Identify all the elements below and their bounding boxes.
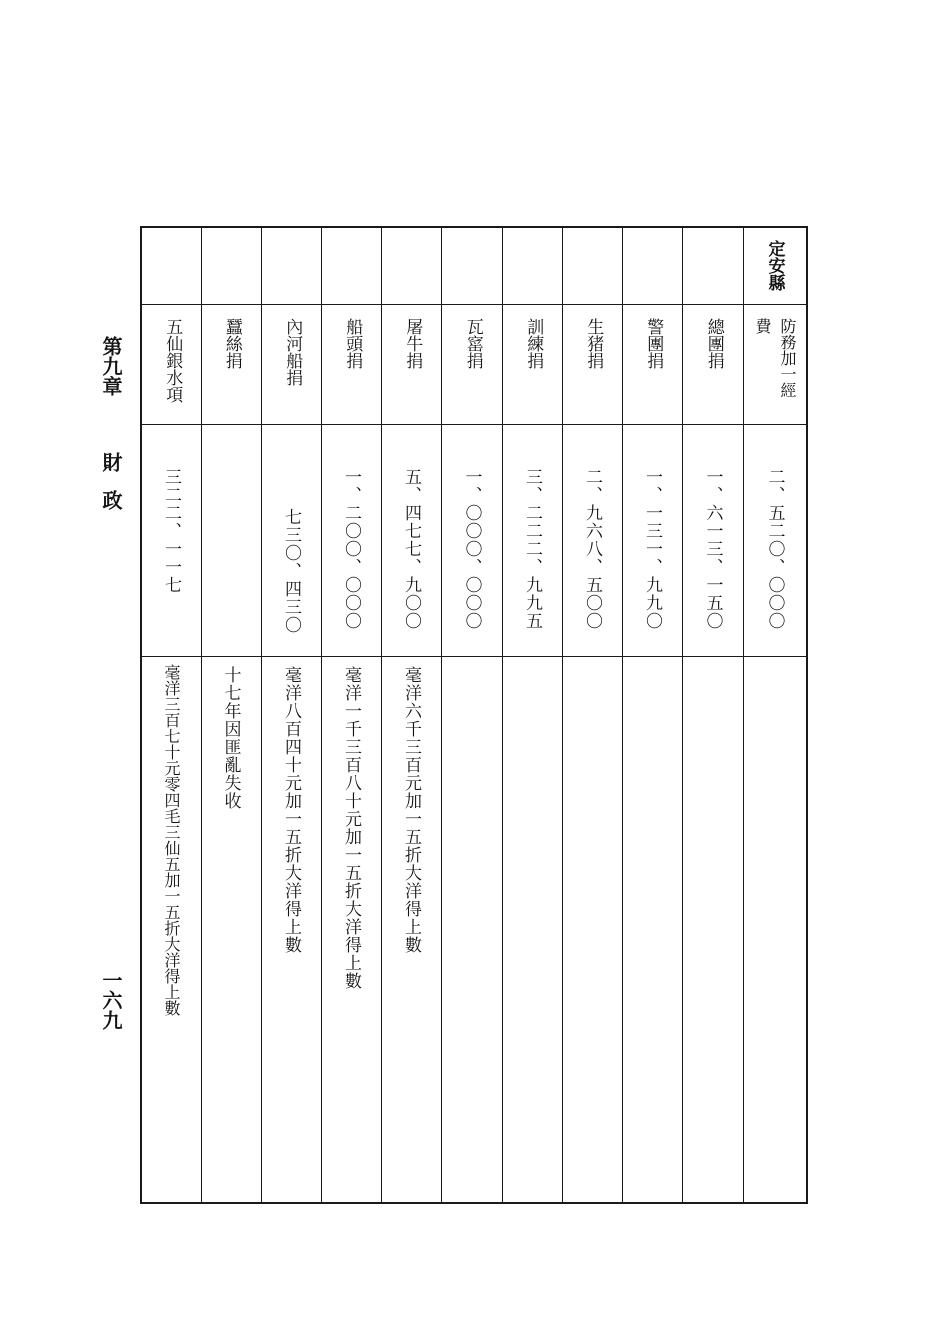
amount-value: 五、四七七、九〇〇 <box>401 468 421 630</box>
table-row <box>140 226 202 1204</box>
county-header: 定安縣 <box>764 240 785 291</box>
item-label: 總團捐 <box>703 318 724 369</box>
table-row <box>623 226 683 1204</box>
table-row <box>262 226 322 1204</box>
amount-value: 一、一三一、九九〇 <box>642 468 662 630</box>
note-text: 毫洋三百七十元零四毛三仙五加一五折大洋得上數 <box>162 664 181 1016</box>
note-text: 十七年因匪亂失收 <box>220 666 241 810</box>
item-label: 訓練捐 <box>523 318 544 369</box>
tax-table <box>140 226 808 1204</box>
amount-value: 二、五二〇、〇〇〇 <box>764 468 785 630</box>
table-row <box>322 226 382 1204</box>
table-row <box>201 226 262 1204</box>
chapter-label: 第九章 <box>99 336 123 396</box>
note-text: 毫洋八百四十元加一五折大洋得上數 <box>281 666 301 954</box>
table-row <box>382 226 442 1204</box>
item-label: 警團捐 <box>643 318 664 369</box>
amount-value: 三、二二二、九九五 <box>522 468 542 630</box>
amount-value: 二、九六八、五〇〇 <box>582 468 602 630</box>
item-label: 五仙銀水項 <box>162 318 183 403</box>
amount-value: 一、二〇〇、〇〇〇 <box>341 468 361 630</box>
item-label: 內河船捐 <box>282 318 303 386</box>
item-label: 生猪捐 <box>583 318 604 369</box>
note-text: 毫洋一千三百八十元加一五折大洋得上數 <box>341 666 361 990</box>
item-label: 瓦窰捐 <box>462 318 483 369</box>
item-label-line2: 費 <box>753 318 772 334</box>
amount-value: 一、六一三、一五〇 <box>702 468 723 630</box>
item-label: 屠牛捐 <box>402 318 423 369</box>
table-row <box>563 226 623 1204</box>
table-row <box>442 226 503 1204</box>
table-row <box>503 226 563 1204</box>
amount-value: 一、〇〇〇、〇〇〇 <box>461 468 482 630</box>
item-label <box>751 306 799 424</box>
table-row <box>744 226 808 1204</box>
item-label-line1: 防務加一經 <box>778 318 797 398</box>
note-text: 毫洋六千三百元加一五折大洋得上數 <box>401 666 421 954</box>
section-label: 財政 <box>99 452 123 528</box>
item-label: 蠶絲捐 <box>221 318 242 369</box>
amount-value: 三二二、一一七 <box>161 468 181 594</box>
table-row <box>683 226 744 1204</box>
amount-value: 七三〇、四三〇 <box>281 508 301 634</box>
page-number: 一六九 <box>99 970 123 1030</box>
item-label: 船頭捐 <box>342 318 363 369</box>
